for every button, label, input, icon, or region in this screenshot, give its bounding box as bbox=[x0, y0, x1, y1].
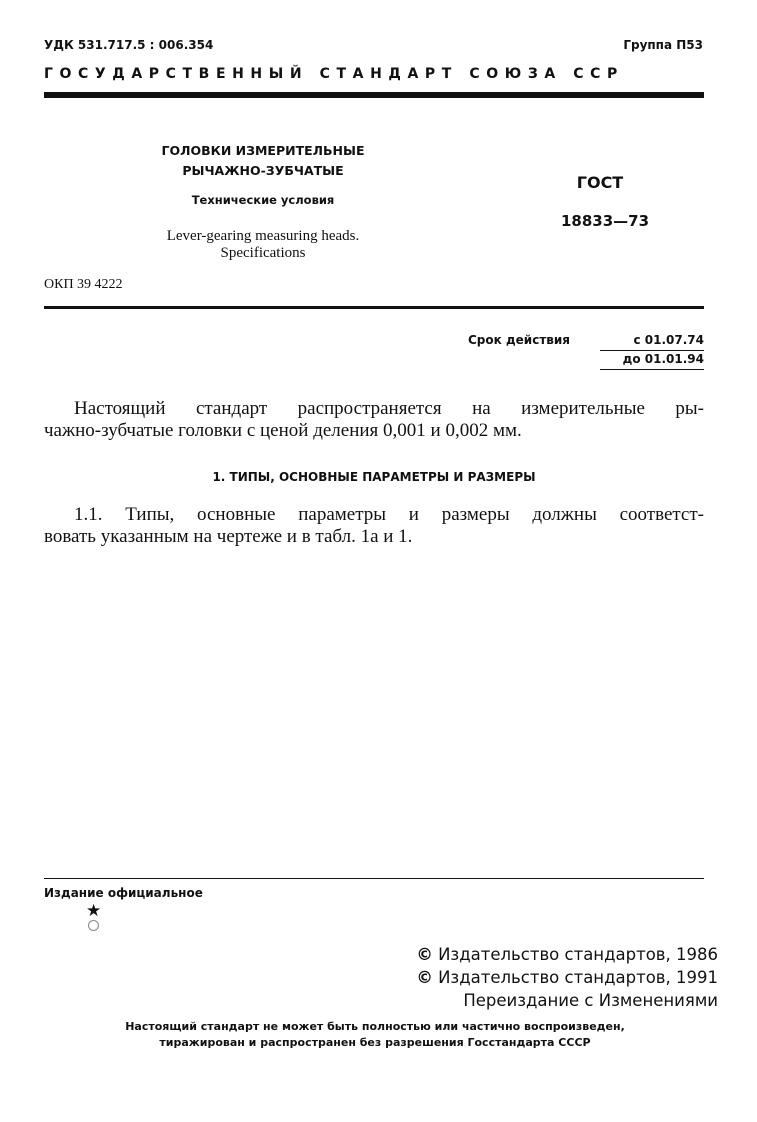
official-edition-label: Издание официальное bbox=[44, 886, 203, 900]
reproduction-notice-line1: Настоящий стандарт не может быть полностью или частично воспроизведен, bbox=[125, 1020, 625, 1033]
udk-code: УДК 531.717.5 : 006.354 bbox=[44, 38, 214, 52]
gost-label: ГОСТ bbox=[576, 173, 624, 192]
validity-to-underline bbox=[600, 369, 704, 370]
english-title-line1: Lever-gearing measuring heads. bbox=[166, 228, 360, 244]
standard-title-line1: ГОЛОВКИ ИЗМЕРИТЕЛЬНЫЕ bbox=[161, 143, 365, 158]
validity-from-date: с 01.07.74 bbox=[633, 333, 704, 347]
standard-subtitle: Технические условия bbox=[191, 193, 335, 207]
group-code: Группа П53 bbox=[623, 38, 703, 52]
clause-1-1-line2: вовать указанным на чертеже и в табл. 1а и 1. bbox=[44, 526, 413, 547]
okp-code: ОКП 39 4222 bbox=[44, 277, 123, 292]
standard-title-line2: РЫЧАЖНО-ЗУБЧАТЫЕ bbox=[182, 163, 344, 178]
validity-from-underline bbox=[600, 350, 704, 351]
reproduction-notice-line2: тиражирован и распространен без разрешения Госстандарта СССР bbox=[159, 1036, 591, 1049]
gost-number: 18833—73 bbox=[560, 212, 650, 230]
copyright-line-1986 bbox=[300, 945, 718, 964]
copyright-icon: © bbox=[416, 968, 433, 987]
validity-to-date: до 01.01.94 bbox=[622, 352, 704, 366]
copyright-line-1991 bbox=[300, 968, 718, 987]
copyright-icon: © bbox=[416, 945, 433, 964]
reissue-note: Переиздание с Изменениями bbox=[463, 991, 718, 1010]
intro-paragraph-line2: чажно-зубчатые головки с ценой деления 0,001 и 0,002 мм. bbox=[44, 420, 522, 441]
validity-label: Срок действия bbox=[468, 333, 570, 347]
english-title-line2: Specifications bbox=[220, 245, 306, 261]
government-standard-heading: ГОСУДАРСТВЕННЫЙ СТАНДАРТ СОЮЗА ССР bbox=[44, 66, 624, 82]
star-icon: ★ bbox=[86, 901, 102, 921]
section-title: 1. ТИПЫ, ОСНОВНЫЕ ПАРАМЕТРЫ И РАЗМЕРЫ bbox=[212, 470, 536, 484]
bottom-rule bbox=[44, 878, 704, 879]
circle-icon bbox=[88, 920, 99, 931]
copyright-text-1991: Издательство стандартов, 1991 bbox=[438, 968, 718, 987]
copyright-text-1986: Издательство стандартов, 1986 bbox=[438, 945, 718, 964]
middle-rule bbox=[44, 306, 704, 309]
top-rule bbox=[44, 92, 704, 98]
clause-1-1-line1: 1.1. Типы, основные параметры и размеры должны соответст- bbox=[74, 504, 704, 525]
intro-paragraph-line1: Настоящий стандарт распространяется на измерительные ры- bbox=[74, 398, 704, 419]
